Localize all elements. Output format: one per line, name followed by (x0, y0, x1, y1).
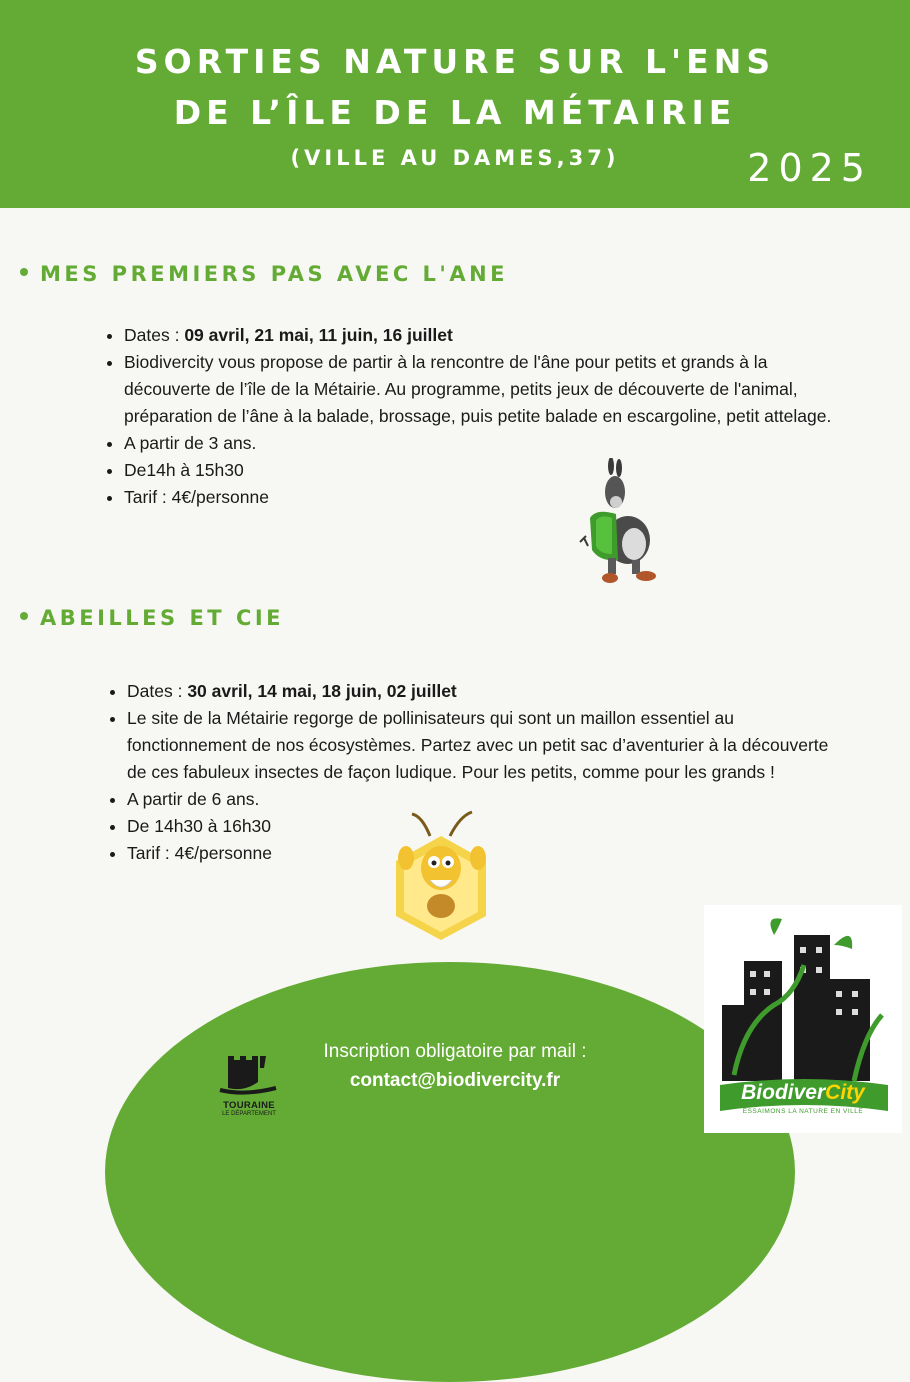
list-item-dates: Dates : 30 avril, 14 mai, 18 juin, 02 juillet (110, 678, 850, 705)
section1-list (107, 322, 847, 511)
section-title-bees (20, 606, 284, 630)
section-title-donkey (20, 262, 508, 286)
list-item-description: Le site de la Métairie regorge de pollinisateurs qui sont un maillon essentiel au fonctionnement de nos écosystèmes. Partez avec un petit sac d’aventurier à la découverte de ces fabuleux insectes de façon ludique. Pour les petits, comme pour les grands ! (110, 705, 850, 786)
contact-email-link[interactable]: contact@biodivercity.fr (349, 1070, 561, 1091)
touraine-logo (214, 1052, 284, 1122)
list-item-price: Tarif : 4€/personne (107, 484, 847, 511)
footer-arc (105, 962, 795, 1382)
touraine-subtitle: LE DÉPARTEMENT (222, 1111, 276, 1117)
list-item-description: Biodivercity vous propose de partir à la rencontre de l'âne pour petits et grands à la découverte de l’île de la Métairie. Au programme, petits jeux de découverte de l'animal, préparation de l’âne à la balade, brossage, puis petite balade en escargoline, petit attelage. (107, 349, 847, 430)
touraine-emblem-icon (214, 1052, 284, 1098)
list-item-time: De 14h30 à 16h30 (110, 813, 850, 840)
bullet-dot (20, 268, 28, 276)
page-subtitle-location: (VILLE AU DAMES,37) (290, 146, 620, 170)
touraine-name: TOURAINE (223, 1100, 275, 1111)
donkey-illustration (578, 458, 660, 590)
bee-illustration (386, 806, 496, 942)
registration-note: Inscription obligatoire par mail : (323, 1041, 587, 1062)
bullet-dot (20, 612, 28, 620)
page-title-line2: DE L’ÎLE DE LA MÉTAIRIE (173, 93, 737, 132)
biodivercity-logo (704, 905, 902, 1133)
logo-tagline: ESSAIMONS LA NATURE EN VILLE (742, 1108, 864, 1115)
logo-wordmark: BiodiverCity (741, 1081, 865, 1104)
list-item-time: De14h à 15h30 (107, 457, 847, 484)
year-label: 2025 (747, 146, 872, 190)
section-title-text: MES PREMIERS PAS AVEC L'ANE (40, 262, 509, 286)
list-item-age: A partir de 3 ans. (107, 430, 847, 457)
list-item-dates: Dates : 09 avril, 21 mai, 11 juin, 16 juillet (107, 322, 847, 349)
section-title-text: ABEILLES ET CIE (40, 606, 285, 630)
list-item-price: Tarif : 4€/personne (110, 840, 850, 867)
page-title-line1: SORTIES NATURE SUR L'ENS (134, 42, 776, 81)
list-item-age: A partir de 6 ans. (110, 786, 850, 813)
